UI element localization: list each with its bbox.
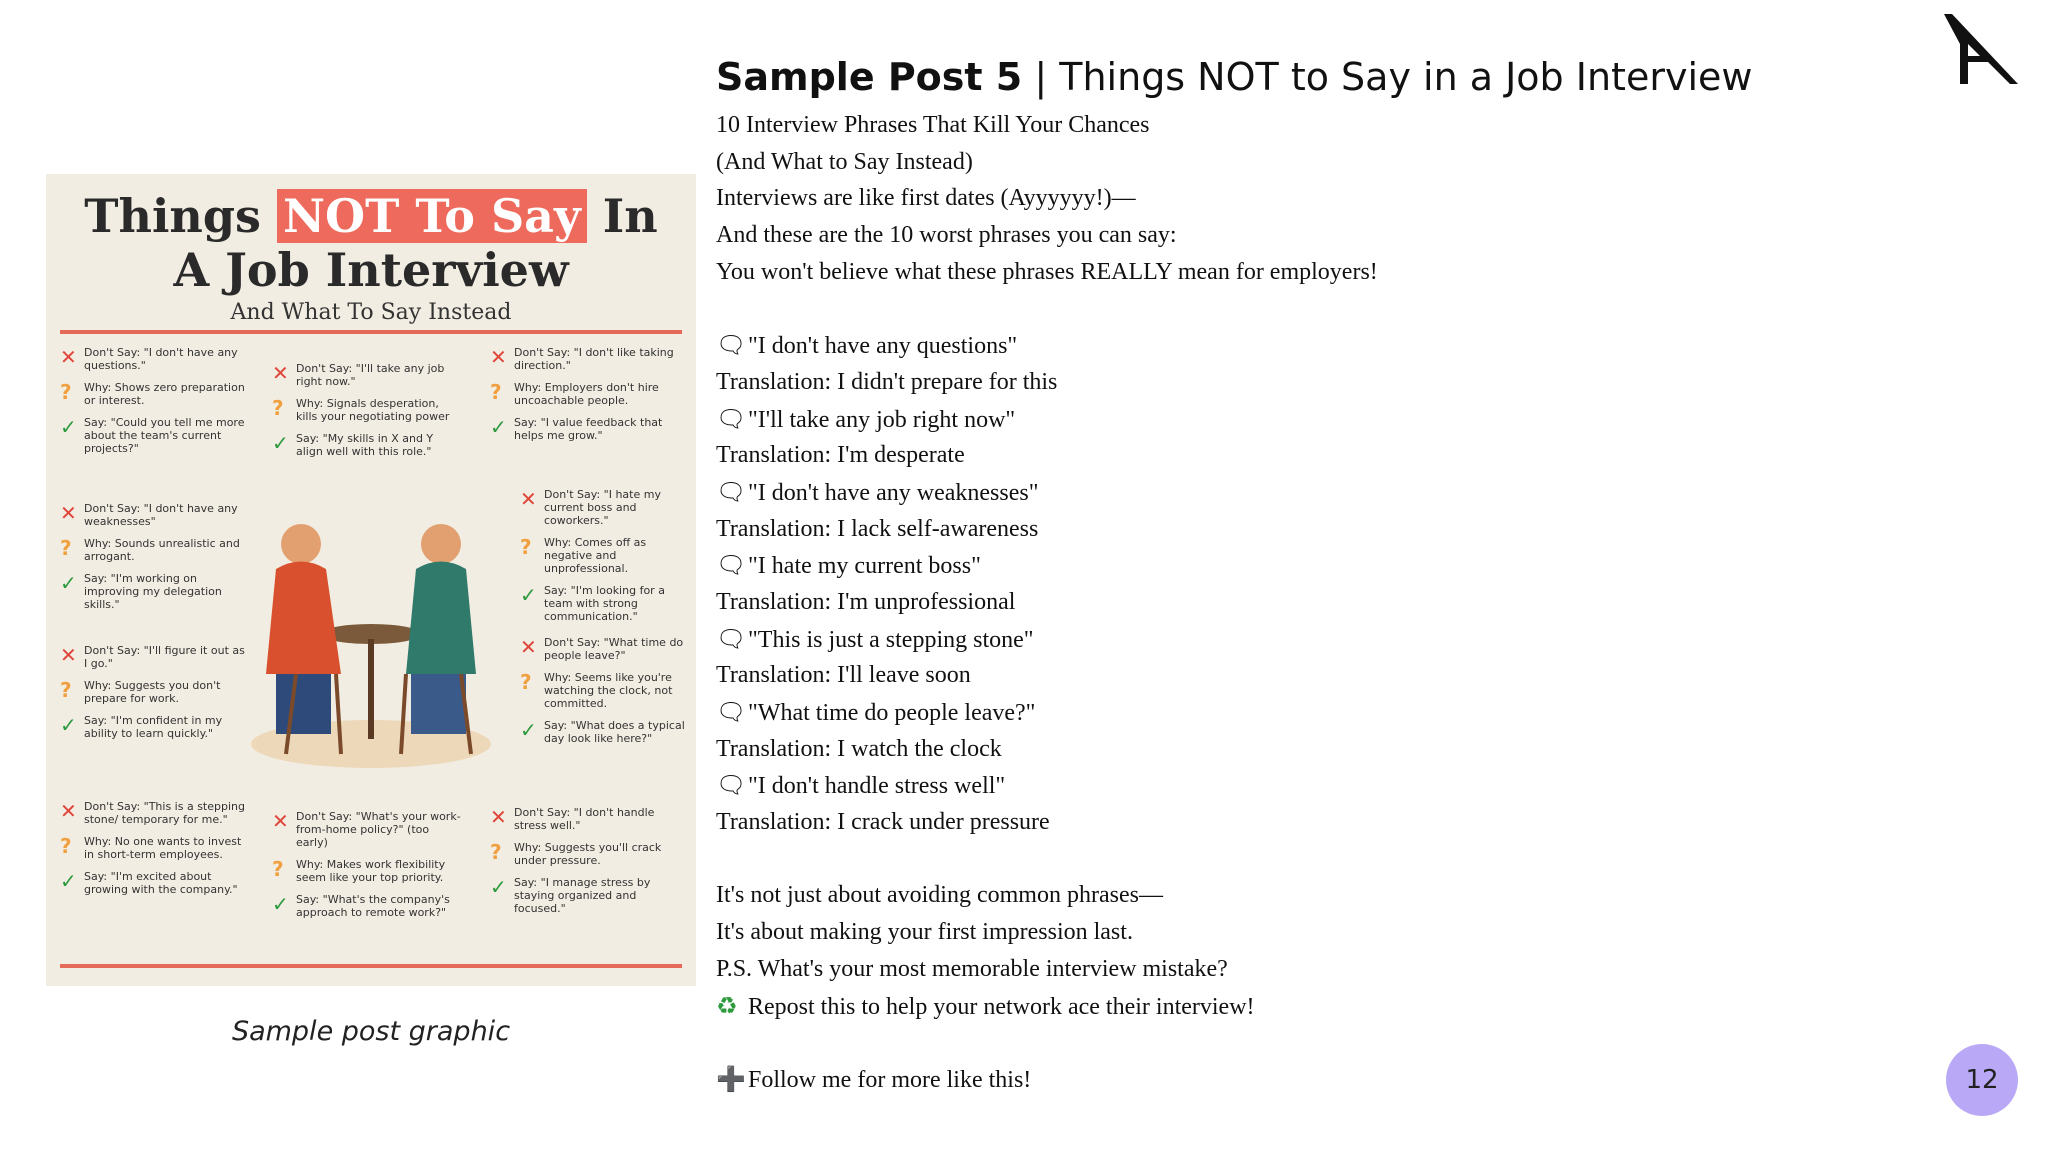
x-icon: ✕ xyxy=(272,361,289,385)
phrase-item xyxy=(716,547,1866,584)
graphic-title-a: Things xyxy=(84,189,261,243)
tip-say: Say: "My skills in X and Y align well with this role." xyxy=(296,432,434,458)
check-icon: ✓ xyxy=(520,718,537,742)
tip-say: Say: "I manage stress by staying organized and focused." xyxy=(514,876,651,915)
tip-dont: Don't Say: "I don't handle stress well." xyxy=(514,806,655,832)
check-icon: ✓ xyxy=(60,571,77,595)
graphic-tip-block xyxy=(60,346,250,464)
intro-line: And these are the 10 worst phrases you can say: xyxy=(716,222,1177,249)
speech-bubble-icon: 🗨 xyxy=(716,551,747,580)
repost-line xyxy=(716,988,1866,1025)
phrase-translation: Translation: I'll leave soon xyxy=(716,662,971,689)
tip-say: Say: "I'm looking for a team with strong communication." xyxy=(544,584,665,623)
graphic-tip-block xyxy=(490,806,680,924)
graphic-tip-block xyxy=(60,502,250,620)
phrase-quote: "This is just a stepping stone" xyxy=(748,626,1034,653)
question-icon: ? xyxy=(490,840,502,864)
tip-say: Say: "What's the company's approach to remote work?" xyxy=(296,893,450,919)
graphic-tip-block xyxy=(60,800,250,905)
speech-bubble-icon: 🗨 xyxy=(716,404,747,433)
tip-why: Why: Comes off as negative and unprofessional. xyxy=(544,536,647,575)
question-icon: ? xyxy=(60,678,72,702)
intro-line: (And What to Say Instead) xyxy=(716,148,973,175)
intro-line: 10 Interview Phrases That Kill Your Chances xyxy=(716,112,1150,138)
x-icon: ✕ xyxy=(60,345,77,369)
check-icon: ✓ xyxy=(60,869,77,893)
brand-logo xyxy=(1944,14,2018,88)
check-icon: ✓ xyxy=(490,415,507,439)
title-bold: Sample Post 5 xyxy=(716,55,1023,99)
tip-dont: Don't Say: "I hate my current boss and coworkers." xyxy=(544,488,661,527)
post-body xyxy=(716,107,1866,1098)
graphic-tip-block xyxy=(490,346,680,451)
speech-bubble-icon: 🗨 xyxy=(716,771,747,800)
speech-bubble-icon: 🗨 xyxy=(716,477,747,506)
check-icon: ✓ xyxy=(272,892,289,916)
interview-illustration xyxy=(246,474,496,774)
title-separator: | xyxy=(1034,55,1048,99)
phrase-translation: Translation: I'm desperate xyxy=(716,442,965,469)
question-icon: ? xyxy=(272,396,284,420)
x-icon: ✕ xyxy=(490,345,507,369)
graphic-title-b: In xyxy=(602,189,658,243)
graphic-divider xyxy=(60,330,682,334)
x-icon: ✕ xyxy=(60,799,77,823)
graphic-tip-block xyxy=(272,362,462,467)
phrase-quote: "I don't have any questions" xyxy=(748,333,1018,360)
tip-say: Say: "I'm working on improving my delegation skills." xyxy=(84,572,222,611)
x-icon: ✕ xyxy=(490,805,507,829)
graphic-title-line1 xyxy=(46,188,696,244)
tip-why: Why: Suggests you don't prepare for work. xyxy=(84,679,221,705)
graphic-tip-block xyxy=(272,810,462,928)
tip-why: Why: Seems like you're watching the clock, not committed. xyxy=(544,671,673,710)
phrase-translation: Translation: I didn't prepare for this xyxy=(716,368,1058,395)
x-icon: ✕ xyxy=(520,487,537,511)
recycle-icon: ♻ xyxy=(716,991,738,1020)
tip-why: Why: Signals desperation, kills your negotiating power xyxy=(296,397,450,423)
outro-line: It's not just about avoiding common phrases— xyxy=(716,882,1163,909)
tip-why: Why: No one wants to invest in short-term employees. xyxy=(84,835,242,861)
tip-why: Why: Shows zero preparation or interest. xyxy=(84,381,245,407)
title-rest: Things NOT to Say in a Job Interview xyxy=(1059,55,1753,99)
phrase-item xyxy=(716,694,1866,731)
tip-why: Why: Sounds unrealistic and arrogant. xyxy=(84,537,240,563)
graphic-tip-block xyxy=(520,488,686,632)
intro-line: Interviews are like first dates (Ayyyyyy!)— xyxy=(716,185,1136,212)
x-icon: ✕ xyxy=(520,635,537,659)
follow-line xyxy=(716,1061,1866,1098)
tip-dont: Don't Say: "I'll take any job right now." xyxy=(296,362,445,388)
follow-text: Follow me for more like this! xyxy=(748,1066,1032,1093)
check-icon: ✓ xyxy=(60,713,77,737)
tip-say: Say: "I'm confident in my ability to learn quickly." xyxy=(84,714,223,740)
slide-title xyxy=(716,52,1752,102)
question-icon: ? xyxy=(60,834,72,858)
phrase-quote: "I hate my current boss" xyxy=(748,553,981,580)
phrase-quote: "I don't have any weaknesses" xyxy=(748,479,1039,506)
outro-line: P.S. What's your most memorable interview mistake? xyxy=(716,955,1228,982)
tip-say: Say: "Could you tell me more about the team's current projects?" xyxy=(84,416,245,455)
sample-post-graphic xyxy=(46,174,696,986)
intro-line: You won't believe what these phrases REALLY mean for employers! xyxy=(716,258,1378,285)
page-number-badge: 12 xyxy=(1946,1044,2018,1116)
graphic-title-line2: A Job Interview xyxy=(173,243,569,297)
x-icon: ✕ xyxy=(272,809,289,833)
question-icon: ? xyxy=(60,380,72,404)
graphic-caption: Sample post graphic xyxy=(231,1016,511,1047)
speech-bubble-icon: 🗨 xyxy=(716,624,747,653)
graphic-subtitle: And What To Say Instead xyxy=(230,300,512,325)
phrase-item xyxy=(716,474,1866,511)
question-icon: ? xyxy=(272,857,284,881)
tip-say: Say: "What does a typical day look like here?" xyxy=(544,719,685,745)
tip-dont: Don't Say: "What's your work-from-home policy?" (too early) xyxy=(296,810,461,849)
question-icon: ? xyxy=(490,380,502,404)
repost-text: Repost this to help your network ace their interview! xyxy=(748,993,1255,1020)
check-icon: ✓ xyxy=(60,415,77,439)
phrase-quote: "What time do people leave?" xyxy=(748,700,1036,726)
phrase-translation: Translation: I watch the clock xyxy=(716,735,1002,762)
tip-dont: Don't Say: "This is a stepping stone/ temporary for me." xyxy=(84,800,245,826)
question-icon: ? xyxy=(520,670,532,694)
phrase-item xyxy=(716,767,1866,804)
tip-dont: Don't Say: "I don't have any questions." xyxy=(84,346,238,372)
check-icon: ✓ xyxy=(272,431,289,455)
phrase-quote: "I'll take any job right now" xyxy=(748,406,1016,433)
x-icon: ✕ xyxy=(60,501,77,525)
tip-dont: Don't Say: "What time do people leave?" xyxy=(544,636,684,662)
tip-why: Why: Employers don't hire uncoachable people. xyxy=(514,381,659,407)
tip-dont: Don't Say: "I don't like taking direction." xyxy=(514,346,674,372)
check-icon: ✓ xyxy=(520,583,537,607)
outro-line: It's about making your first impression last. xyxy=(716,919,1133,946)
question-icon: ? xyxy=(520,535,532,559)
phrase-translation: Translation: I'm unprofessional xyxy=(716,588,1016,615)
phrase-item xyxy=(716,327,1866,364)
graphic-tip-block xyxy=(520,636,686,754)
tip-why: Why: Suggests you'll crack under pressure. xyxy=(514,841,662,867)
phrase-translation: Translation: I lack self-awareness xyxy=(716,515,1039,542)
speech-bubble-icon: 🗨 xyxy=(716,331,747,360)
phrase-item xyxy=(716,401,1866,438)
phrase-quote: "I don't handle stress well" xyxy=(748,773,1006,800)
question-icon: ? xyxy=(60,536,72,560)
tip-say: Say: "I value feedback that helps me grow." xyxy=(514,416,663,442)
graphic-title-highlight: NOT To Say xyxy=(277,189,587,243)
check-icon: ✓ xyxy=(490,875,507,899)
phrase-item xyxy=(716,621,1866,658)
tip-dont: Don't Say: "I'll figure it out as I go." xyxy=(84,644,245,670)
graphic-tip-block xyxy=(60,644,250,749)
x-icon: ✕ xyxy=(60,643,77,667)
tip-dont: Don't Say: "I don't have any weaknesses" xyxy=(84,502,238,528)
graphic-divider xyxy=(60,964,682,968)
tip-why: Why: Makes work flexibility seem like your top priority. xyxy=(296,858,446,884)
phrase-translation: Translation: I crack under pressure xyxy=(716,809,1050,836)
tip-say: Say: "I'm excited about growing with the company." xyxy=(84,870,238,896)
plus-icon: ➕ xyxy=(716,1064,746,1093)
speech-bubble-icon: 🗨 xyxy=(716,698,747,726)
